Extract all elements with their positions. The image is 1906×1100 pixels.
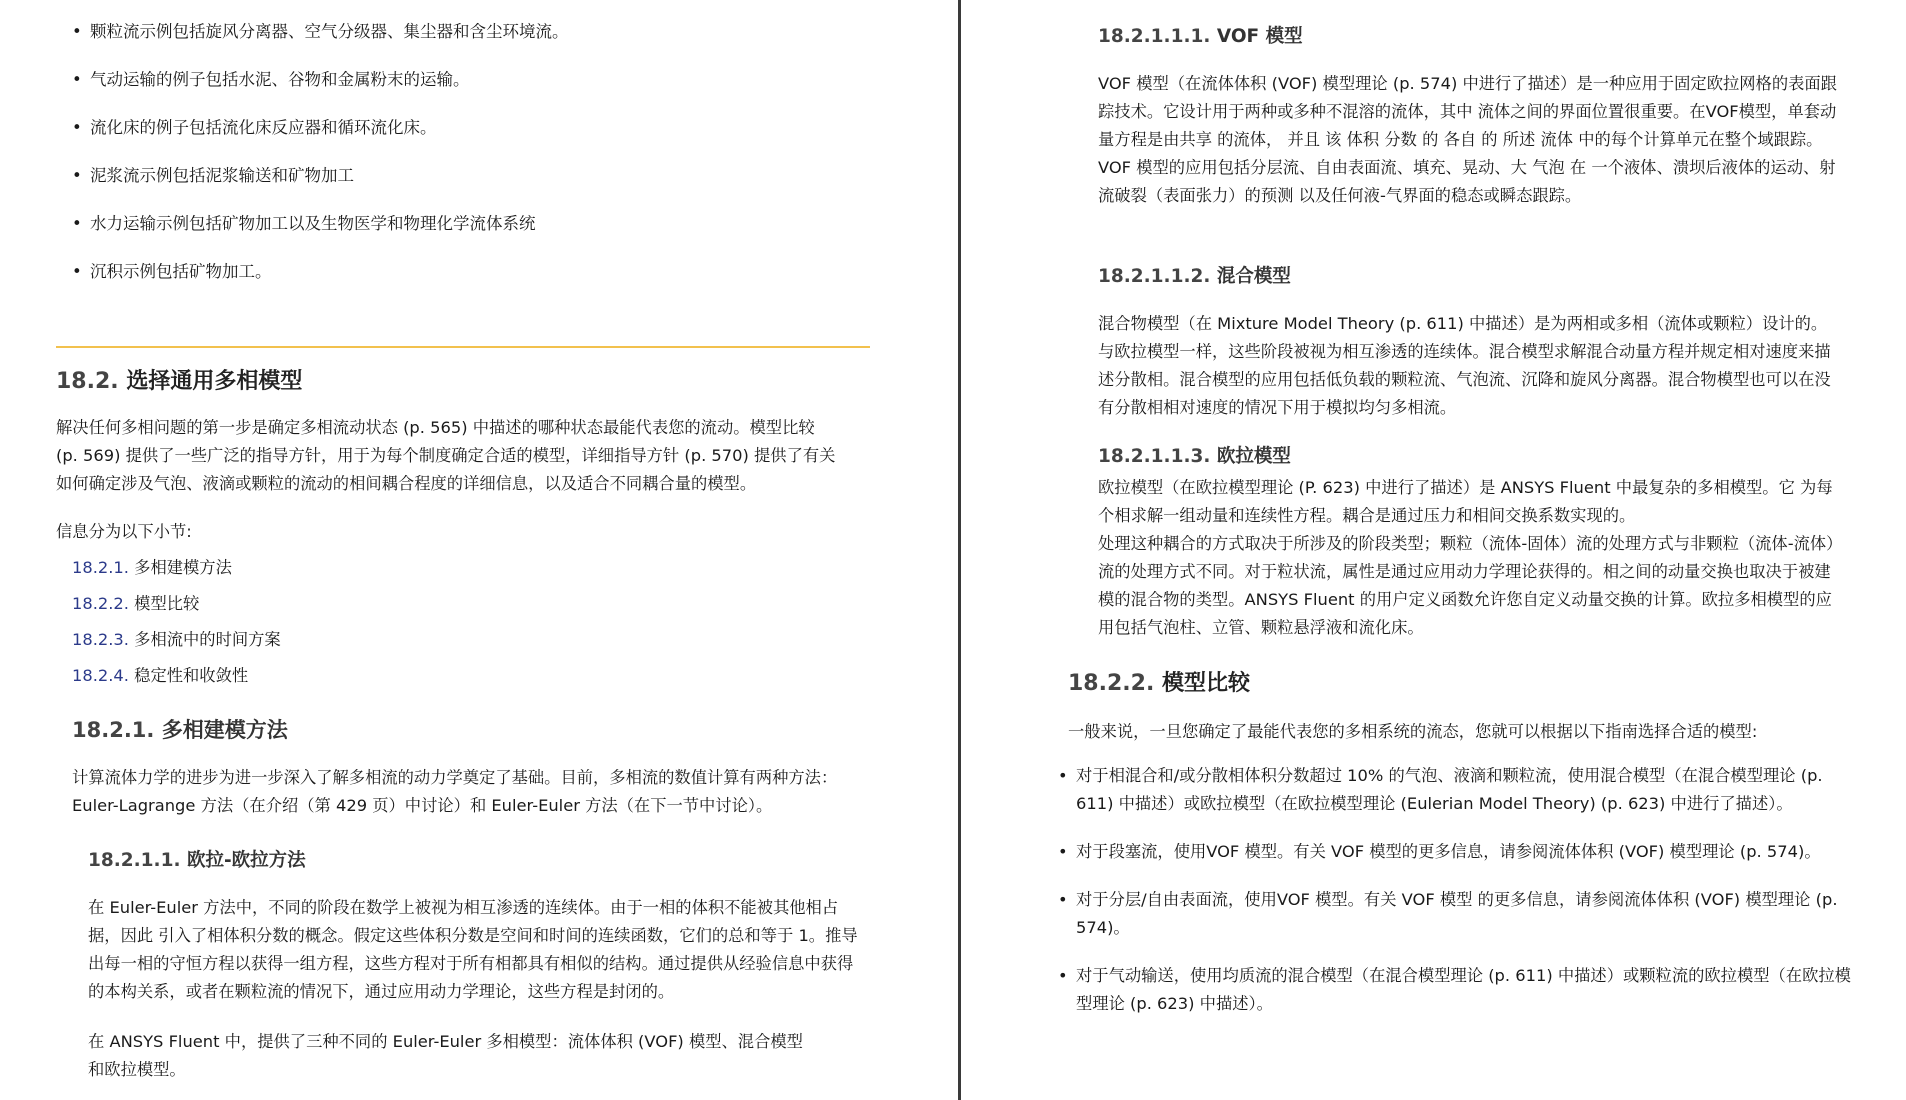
toc-item[interactable]: 18.2.1. 多相建模方法 [72,558,232,577]
subsection-heading-18-2-1-1: 18.2.1.1. 欧拉-欧拉方法 [88,850,306,871]
heading-mixture-model: 18.2.1.1.2. 混合模型 [1098,266,1291,287]
subsection-heading-18-2-1: 18.2.1. 多相建模方法 [72,718,288,742]
subsection-toc [72,550,281,694]
list-item: • 流化床的例子包括流化床反应器和循环流化床。 [90,114,910,141]
section-intro-paragraph: 解决任何多相问题的第一步是确定多相流动状态 (p. 565) 中描述的哪种状态最能代表您的流动。模型比较 (p. 569) 提供了一些广泛的指导方针，用于为每个制度确定合适的模型，详细指导方针 (p. 570) 提供了有关如何确定涉及气泡、液滴或颗粒的流动的相间耦合程度的详细信息，以及适合不同耦合量的模型。 [56,418,836,493]
list-item: • 对于相混合和/或分散相体积分数超过 10% 的气泡、液滴和颗粒流，使用混合模型（在混合模型理论 (p. 611) 中描述）或欧拉模型（在欧拉模型理论 (Eulerian Model Theory) (p. 623) 中进行了描述）。 [1076,762,1856,818]
list-item: • 对于气动输送，使用均质流的混合模型（在混合模型理论 (p. 611) 中描述）或颗粒流的欧拉模型（在欧拉模型理论 (p. 623) 中描述）。 [1076,962,1856,1018]
list-item: • 对于段塞流，使用VOF 模型。有关 VOF 模型的更多信息，请参阅流体体积 (VOF) 模型理论 (p. 574)。 [1076,838,1856,866]
fluent-models-paragraph: 在 ANSYS Fluent 中，提供了三种不同的 Euler-Euler 多相模型：流体体积 (VOF) 模型、混合模型和欧拉模型。 [88,1032,803,1079]
toc-item[interactable]: 18.2.3. 多相流中的时间方案 [72,630,281,649]
eulerian-paragraph-2: 处理这种耦合的方式取决于所涉及的阶段类型；颗粒（流体-固体）流的处理方式与非颗粒（流体-流体）流的处理方式不同。对于粒状流，属性是通过应用动力学理论获得的。相之间的动量交换也取决于被建模的混合物的类型。ANSYS Fluent 的用户定义函数允许您自定义动量交换的计算。欧拉多相模型的应用包括气泡柱、立管、颗粒悬浮液和流化床。 [1098,534,1835,637]
comparison-intro: 一般来说，一旦您确定了最能代表您的多相系统的流态，您就可以根据以下指南选择合适的模型: [1068,722,1758,741]
model-guideline-list [1076,762,1856,1038]
list-item: • 泥浆流示例包括泥浆输送和矿物加工 [90,162,910,189]
page-divider [958,0,961,1100]
heading-vof-model: 18.2.1.1.1. VOF 模型 [1098,26,1303,47]
heading-model-comparison: 18.2.2. 模型比较 [1068,671,1250,696]
toc-link-number[interactable]: 18.2.2. [72,594,129,613]
list-item: • 对于分层/自由表面流，使用VOF 模型。有关 VOF 模型 的更多信息，请参阅流体体积 (VOF) 模型理论 (p. 574)。 [1076,886,1856,942]
info-intro-text: 信息分为以下小节: [56,522,192,541]
section-divider [56,346,870,348]
eulerian-paragraph-1: 欧拉模型（在欧拉模型理论 (P. 623) 中进行了描述）是 ANSYS Fluent 中最复杂的多相模型。它 为每个相求解一组动量和连续性方程。耦合是通过压力和相间交换系数实现的。 [1098,478,1833,525]
toc-item[interactable]: 18.2.2. 模型比较 [72,594,200,613]
toc-link-number[interactable]: 18.2.3. [72,630,129,649]
list-item: • 颗粒流示例包括旋风分离器、空气分级器、集尘器和含尘环境流。 [90,18,910,45]
mixture-paragraph: 混合物模型（在 Mixture Model Theory (p. 611) 中描述）是为两相或多相（流体或颗粒）设计的。与欧拉模型一样，这些阶段被视为相互渗透的连续体。混合模型求解混合动量方程并规定相对速度来描述分散相。混合模型的应用包括低负载的颗粒流、气泡流、沉降和旋风分离器。混合物模型也可以在没有分散相相对速度的情况下用于模拟均匀多相流。 [1098,314,1831,417]
toc-item[interactable]: 18.2.4. 稳定性和收敛性 [72,666,249,685]
heading-eulerian-model: 18.2.1.1.3. 欧拉模型 [1098,446,1291,467]
approach-paragraph: 计算流体力学的进步为进一步深入了解多相流的动力学奠定了基础。目前，多相流的数值计算有两种方法：Euler-Lagrange 方法（在介绍（第 429 页）中讨论）和 Euler-Euler 方法（在下一节中讨论）。 [72,768,838,815]
example-bullet-list [90,18,910,306]
vof-paragraph: VOF 模型（在流体体积 (VOF) 模型理论 (p. 574) 中进行了描述）是一种应用于固定欧拉网格的表面跟踪技术。它设计用于两种或多种不混溶的流体，其中 流体之间的界面位置很重要。在VOF模型，单套动量方程是由共享 的流体， 并且 该 体积 分数 的 各自 的 所述 流体 中的每个计算单元在整个域跟踪。VOF 模型的应用包括分层流、自由表面流、填充、晃动、大 气泡 在 一个液体、溃坝后液体的运动、射流破裂（表面张力）的预测 以及任何液-气界面的稳态或瞬态跟踪。 [1098,74,1837,205]
euler-euler-paragraph: 在 Euler-Euler 方法中，不同的阶段在数学上被视为相互渗透的连续体。由于一相的体积不能被其他相占据，因此 引入了相体积分数的概念。假定这些体积分数是空间和时间的连续函数，它们的总和等于 1。推导出每一相的守恒方程以获得一组方程，这些方程对于所有相都具有相似的结构。通过提供从经验信息中获得的本构关系，或者在颗粒流的情况下，通过应用动力学理论，这些方程是封闭的。 [88,898,858,1001]
right-page [962,0,1906,1100]
toc-link-number[interactable]: 18.2.1. [72,558,129,577]
section-heading-18-2: 18.2. 选择通用多相模型 [56,369,303,394]
toc-link-number[interactable]: 18.2.4. [72,666,129,685]
list-item: • 气动运输的例子包括水泥、谷物和金属粉末的运输。 [90,66,910,93]
list-item: • 水力运输示例包括矿物加工以及生物医学和物理化学流体系统 [90,210,910,237]
list-item: • 沉积示例包括矿物加工。 [90,258,910,285]
